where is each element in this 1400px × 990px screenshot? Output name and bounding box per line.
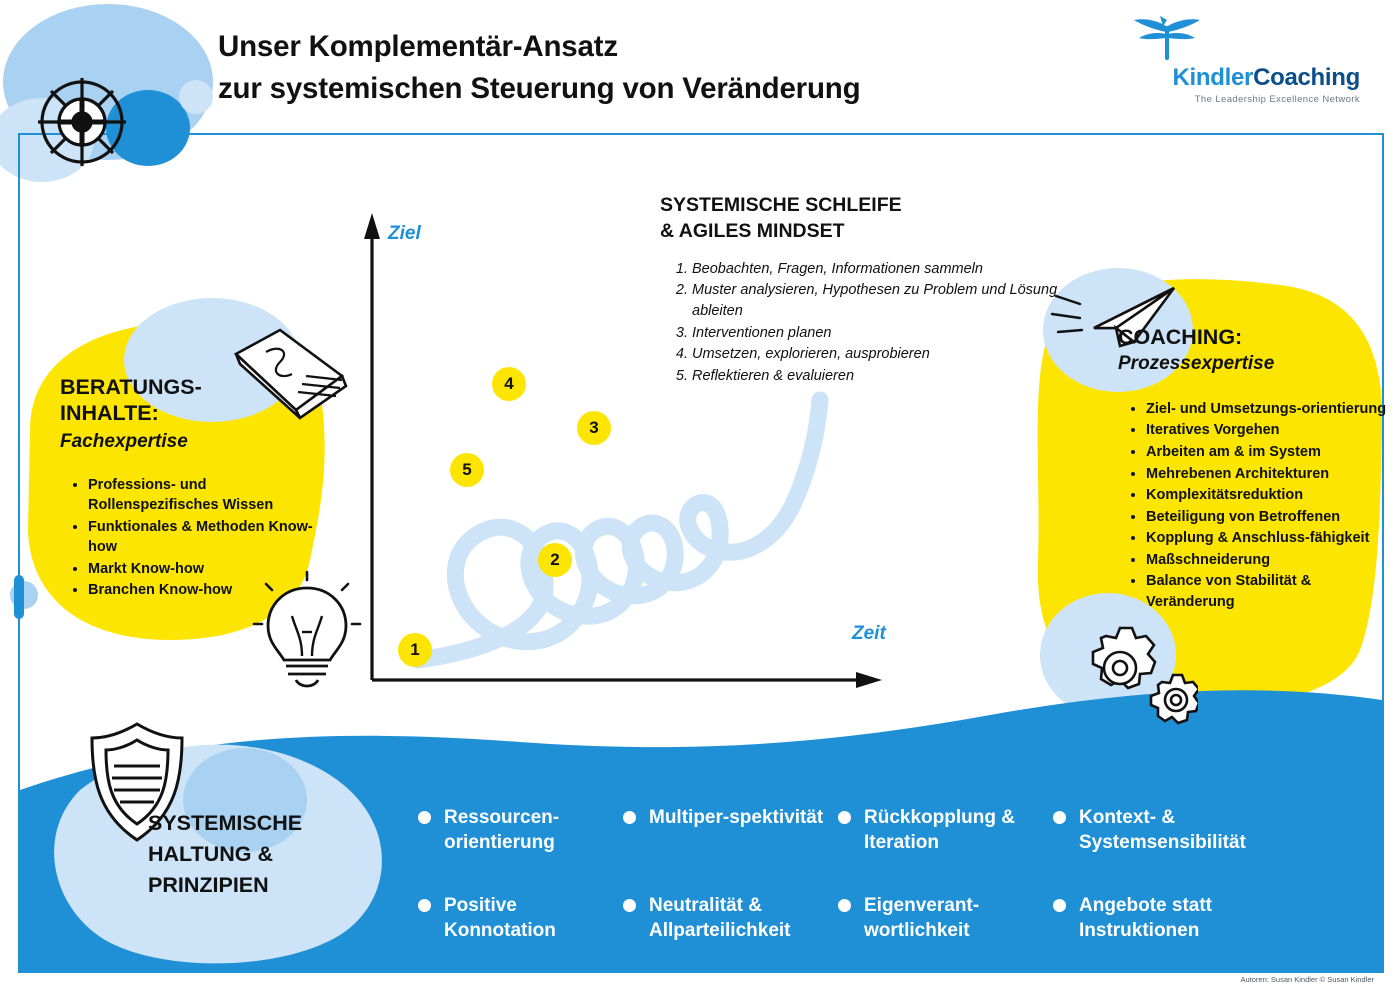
list-item: • Iteratives Vorgehen bbox=[1146, 420, 1390, 441]
credit-line: Autoren: Susan Kindler © Susan Kindler bbox=[1240, 975, 1374, 984]
logo-word-kindler: Kindler bbox=[1172, 64, 1254, 91]
principle-item bbox=[623, 893, 838, 943]
list-item: • Kopplung & Anschluss-fähigkeit bbox=[1146, 528, 1390, 549]
systemic-loop-title-line-1: SYSTEMISCHE SCHLEIFE bbox=[660, 194, 902, 216]
loop-step-marker-2: 2 bbox=[538, 543, 572, 577]
loop-step-marker-3: 3 bbox=[577, 411, 611, 445]
consulting-content-panel bbox=[60, 375, 330, 602]
list-item: • Mehrebenen Architekturen bbox=[1146, 464, 1390, 485]
list-item: • Komplexitätsreduktion bbox=[1146, 485, 1390, 506]
loop-step-marker-5: 5 bbox=[450, 453, 484, 487]
principle-item bbox=[418, 805, 623, 893]
list-item: 2. Muster analysieren, Hypothesen zu Problem und Lösung ableiten bbox=[692, 280, 1060, 321]
principle-label: Angebote statt Instruktionen bbox=[1079, 895, 1212, 942]
list-item: • Professions- und Rollenspezifisches Wissen bbox=[88, 475, 330, 516]
list-item: 4. Umsetzen, explorieren, ausprobieren bbox=[692, 344, 1060, 365]
list-item: 3. Interventionen planen bbox=[692, 323, 1060, 344]
x-axis-label: Zeit bbox=[852, 623, 886, 644]
logo-wordmark bbox=[1130, 64, 1360, 92]
coaching-panel-subtitle: Prozessexpertise bbox=[1118, 352, 1275, 374]
list-item: • Arbeiten am & im System bbox=[1146, 442, 1390, 463]
list-item: 5. Reflektieren & evaluieren bbox=[692, 366, 1060, 387]
bullet-dot-icon bbox=[418, 899, 431, 912]
list-item: • Beteiligung von Betroffenen bbox=[1146, 507, 1390, 528]
principle-label: Rückkopplung & Iteration bbox=[864, 807, 1015, 854]
systemic-loop-title bbox=[660, 193, 1060, 245]
bullet-dot-icon bbox=[1053, 899, 1066, 912]
bullet-dot-icon bbox=[1053, 811, 1066, 824]
principle-item bbox=[1053, 805, 1283, 893]
list-item: • Ziel- und Umsetzungs-orientierung bbox=[1146, 399, 1390, 420]
y-axis-label: Ziel bbox=[388, 223, 421, 244]
consulting-panel-subtitle: Fachexpertise bbox=[60, 430, 188, 452]
principle-label: Eigenverant-wortlichkeit bbox=[864, 895, 980, 942]
list-item: 1. Beobachten, Fragen, Informationen sammeln bbox=[692, 259, 1060, 280]
systemic-loop-steps bbox=[660, 259, 1060, 386]
bullet-dot-icon bbox=[418, 811, 431, 824]
principle-label: Ressourcen-orientierung bbox=[444, 807, 560, 854]
list-item: • Balance von Stabilität & Veränderung bbox=[1146, 571, 1390, 612]
ships-wheel-icon bbox=[22, 62, 142, 182]
consulting-panel-list bbox=[60, 475, 330, 601]
logo-tagline: The Leadership Excellence Network bbox=[1194, 94, 1360, 105]
logo-word-coaching: Coaching bbox=[1253, 64, 1360, 91]
page-title-line-2: zur systemischen Steuerung von Veränderung bbox=[218, 71, 861, 105]
principles-heading-line-1: SYSTEMISCHE bbox=[148, 811, 303, 835]
loop-step-marker-4: 4 bbox=[492, 367, 526, 401]
principle-label: Multiper-spektivität bbox=[649, 807, 824, 828]
bullet-dot-icon bbox=[838, 811, 851, 824]
coaching-panel bbox=[1118, 325, 1390, 614]
principles-grid bbox=[418, 805, 1348, 943]
list-item: • Branchen Know-how bbox=[88, 580, 330, 601]
principle-item bbox=[838, 805, 1053, 893]
principle-label: Positive Konnotation bbox=[444, 895, 556, 942]
principles-heading-line-3: PRINZIPIEN bbox=[148, 873, 269, 898]
bullet-dot-icon bbox=[838, 899, 851, 912]
list-item: • Maßschneiderung bbox=[1146, 550, 1390, 571]
consulting-panel-title-line-2: INHALTE: bbox=[60, 400, 159, 425]
principles-heading bbox=[148, 808, 378, 902]
dragonfly-icon bbox=[1130, 14, 1204, 62]
principle-item bbox=[418, 893, 623, 943]
coaching-panel-title: COACHING: bbox=[1118, 325, 1243, 349]
bullet-dot-icon bbox=[623, 811, 636, 824]
bullet-dot-icon bbox=[623, 899, 636, 912]
principle-label: Neutralität & Allparteilichkeit bbox=[649, 895, 791, 942]
principle-label: Kontext- & Systemsensibilität bbox=[1079, 807, 1246, 854]
principle-item bbox=[838, 893, 1053, 943]
gears-icon bbox=[1058, 620, 1198, 730]
consulting-panel-title-line-1: BERATUNGS- bbox=[60, 375, 202, 399]
consulting-panel-title bbox=[60, 375, 330, 427]
systemic-loop-title-line-2: & AGILES MINDSET bbox=[660, 219, 845, 242]
principle-item bbox=[623, 805, 838, 893]
page-title bbox=[218, 26, 1118, 110]
list-item: • Funktionales & Methoden Know-how bbox=[88, 517, 330, 558]
principles-heading-line-2: HALTUNG & bbox=[148, 842, 274, 867]
systemic-loop-block bbox=[660, 193, 1060, 387]
loop-step-marker-1: 1 bbox=[398, 633, 432, 667]
coaching-panel-list bbox=[1118, 399, 1390, 613]
page-title-line-1: Unser Komplementär-Ansatz bbox=[218, 30, 618, 63]
brand-logo bbox=[1130, 14, 1360, 114]
principle-item bbox=[1053, 893, 1283, 943]
list-item: • Markt Know-how bbox=[88, 559, 330, 580]
